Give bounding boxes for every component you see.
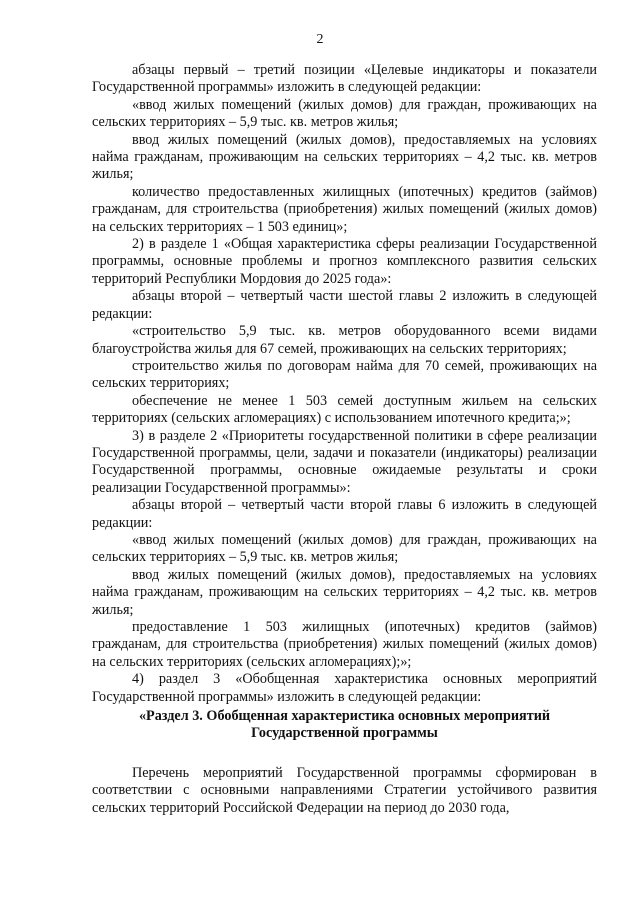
paragraph: ввод жилых помещений (жилых домов), предоставляемых на условиях найма гражданам, проживающим на сельских территориях – 4,2 тыс. кв. метров жилья; — [92, 566, 597, 618]
paragraph: 3) в разделе 2 «Приоритеты государственной политики в сфере реализации Государственной программы, цели, задачи и показатели (индикаторы) реализации Государственной программы, основные ожидаемые результаты и сроки реализации Государственной программы»: — [92, 427, 597, 496]
paragraph: абзацы второй – четвертый части шестой главы 2 изложить в следующей редакции: — [92, 288, 597, 322]
paragraph: 2) в разделе 1 «Общая характеристика сферы реализации Государственной программы, основные проблемы и прогноз комплексного развития сельских территорий Республики Мордовия до 2025 года»: — [92, 236, 597, 287]
paragraph: «ввод жилых помещений (жилых домов) для граждан, проживающих на сельских территориях – 5,9 тыс. кв. метров жилья; — [92, 96, 597, 131]
paragraph: предоставление 1 503 жилищных (ипотечных) кредитов (займов) гражданам, для строительства (приобретения) жилых помещений (жилых домов) на сельских территориях (сельских агломерациях);»; — [92, 619, 597, 670]
paragraph: абзацы второй – четвертый части второй главы 6 изложить в следующей редакции: — [92, 497, 597, 531]
paragraph: строительство жилья по договорам найма для 70 семей, проживающих на сельских территориях; — [92, 357, 597, 392]
paragraph: количество предоставленных жилищных (ипотечных) кредитов (займов) гражданам, для строительства (приобретения) жилых помещений (жилых домов) на сельских территориях – 1 503 единиц»; — [92, 183, 597, 235]
section-heading: «Раздел 3. Обобщенная характеристика основных мероприятий Государственной программы — [138, 708, 551, 742]
paragraph: Перечень мероприятий Государственной программы сформирован в соответствии с основными направлениями Стратегии устойчивого развития сельских территорий Российской Федерации на период до 2030 года, — [92, 764, 597, 816]
paragraph: ввод жилых помещений (жилых домов), предоставляемых на условиях найма гражданам, проживающим на сельских территориях – 4,2 тыс. кв. метров жилья; — [92, 131, 597, 183]
page-number: 2 — [316, 32, 324, 47]
paragraph: обеспечение не менее 1 503 семей доступным жильем на сельских территориях (сельских агломерациях) с использованием ипотечного кредита;»; — [92, 392, 597, 427]
paragraph: 4) раздел 3 «Обобщенная характеристика основных мероприятий Государственной программы» изложить в следующей редакции: — [92, 671, 597, 705]
paragraph: абзацы первый – третий позиции «Целевые индикаторы и показатели Государственной программы» изложить в следующей редакции: — [92, 62, 597, 96]
document-body — [92, 62, 597, 817]
paragraph: «ввод жилых помещений (жилых домов) для граждан, проживающих на сельских территориях – 5,9 тыс. кв. метров жилья; — [92, 531, 597, 566]
paragraph: «строительство 5,9 тыс. кв. метров оборудованного всеми видами благоустройства жилья для 67 семей, проживающих на сельских территориях; — [92, 323, 597, 357]
